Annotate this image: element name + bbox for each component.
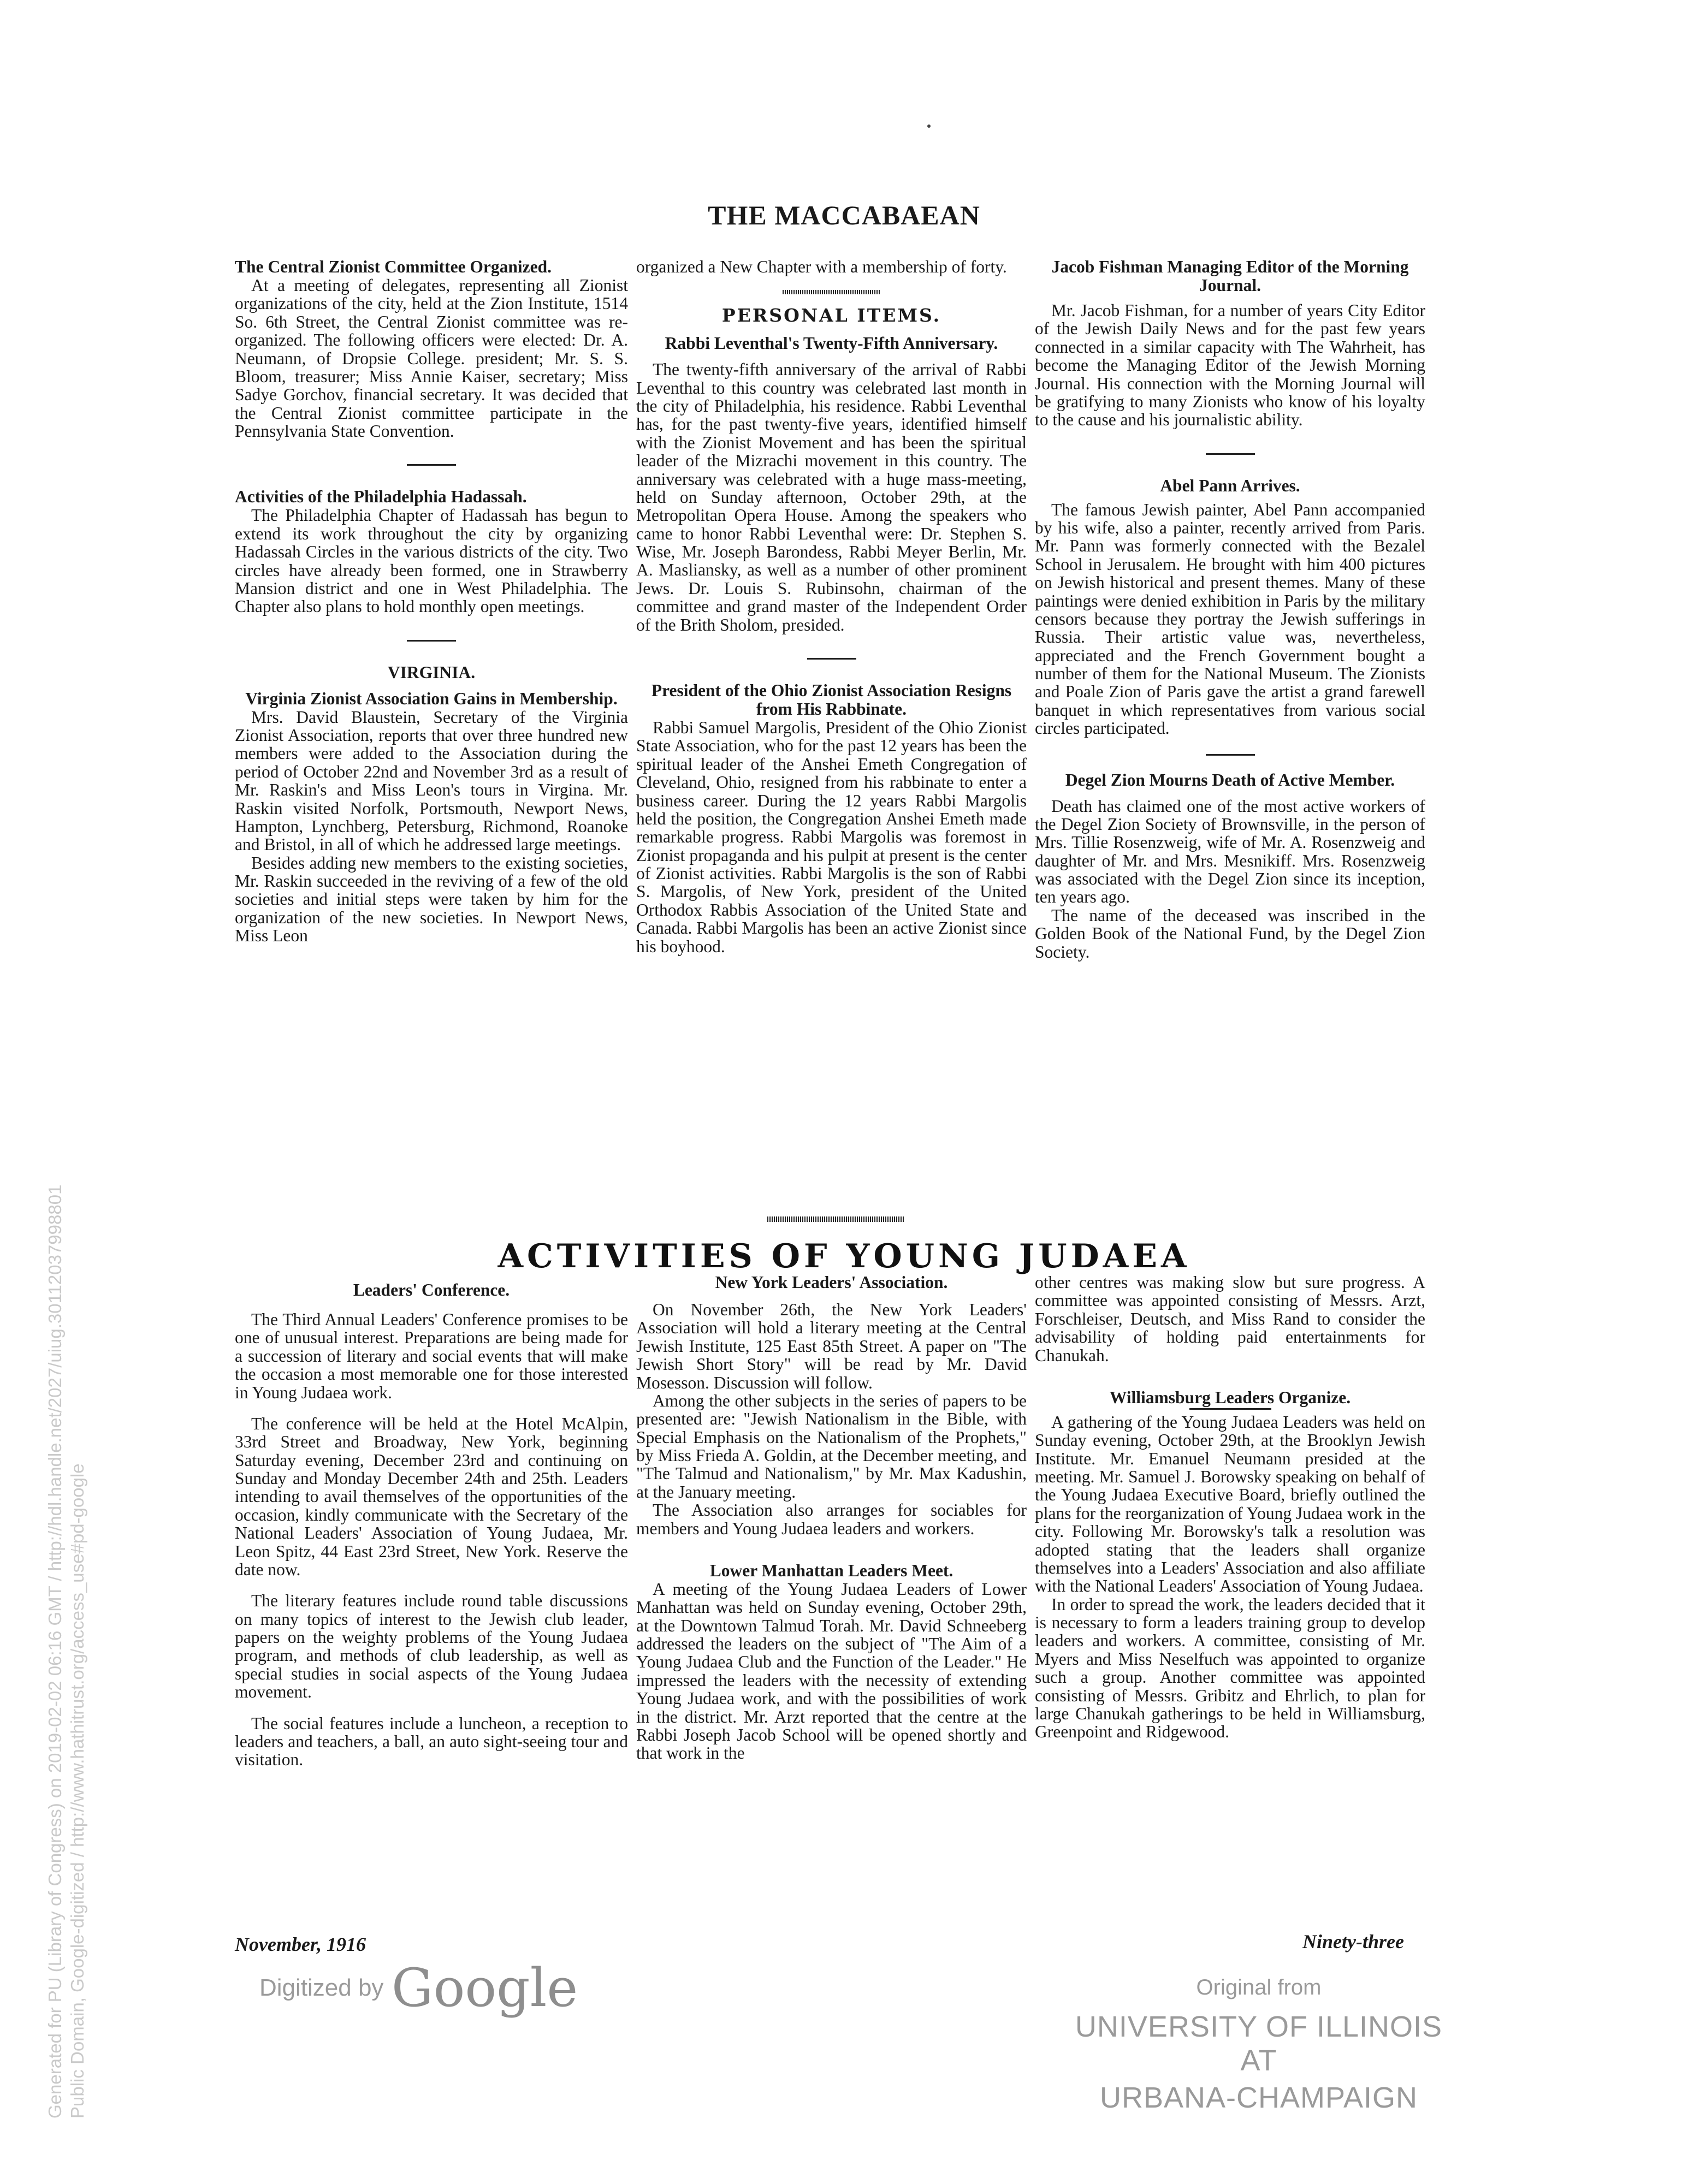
article-degel-zion-1: Death has claimed one of the most active workers of the Degel Zion Society of Brownsville, in the person of Mrs. Tillie Rosenzweig, wife of Mr. A. Rosenzweig and daughter of Mr. and Mrs. Mesnikiff. Mrs. Rosenzweig was associated with the Degel Zion since its inception, ten years ago. (1035, 796, 1425, 907)
google-logo: Google (391, 1957, 578, 2019)
yj-column-1 (235, 1281, 628, 1769)
column-3 (1035, 258, 1425, 961)
article-williamsburg-1: A gathering of the Young Judaea Leaders was held on Sunday evening, October 29th, at the Brooklyn Jewish Institute. Mr. Emanuel Neumann presided at the meeting. Mr. Samuel J. Borowsky speaking on behalf of the Young Judaea Executive Board, briefly outlined the plans for the reorganization of Young Judaea work in the city. Following Mr. Borowsky's talk a resolution was adopted stating that the leaders shall organize themselves into a Leaders' Association and also affiliate with the National Leaders' Association of Young Judaea. (1035, 1412, 1426, 1596)
article-pann: The famous Jewish painter, Abel Pann accompanied by his wife, also a painter, recently arrived from Paris. Mr. Pann was formerly connected with the Bezalel School in Jerusalem. He brought with him 400 pictures on Jewish historical and present themes. Many of these paintings were denied exhibition in Paris by the military censors because they portray the Jewish sufferings in Russia. Their artistic value was, nevertheless, appreciated and the French Government bought a number of them for the National Museum. The Zionists and Poale Zion of Paris gave the artist a grand farewell banquet in which representatives from various social circles participated. (1035, 500, 1425, 738)
article-hadassah: The Philadelphia Chapter of Hadassah has begun to extend its work throughout the city by organizing Hadassah Circles in the various districts of the city. Two circles have already been formed, one in Strawberry Mansion district and one in West Philadelphia. The Chapter also plans to hold monthly open meetings. (235, 506, 628, 616)
original-from-label: Original from (1196, 1975, 1322, 1999)
section-personal-items: PERSONAL ITEMS. (721, 305, 941, 327)
article-central-zionist: At a meeting of delegates, representing all Zionist organizations of the city, held at the Zion Institute, 1514 So. 6th Street, the Central Zionist committee was re-organized. The following officers were elected: Dr. A. Neumann, of Dropsie College. president; Mr. S. S. Bloom, treasurer; Miss Annie Kaiser, secretary; Miss Sadye Gorchov, financial secretary. It was decided that the Central Zionist committee participate in the Pennsylvania State Convention. (235, 276, 628, 441)
article-continuation: organized a New Chapter with a membership of forty. (636, 257, 1007, 276)
digitized-by-google (259, 1957, 578, 2019)
original-source-stamp (1054, 1975, 1464, 2115)
article-fishman: Mr. Jacob Fishman, for a number of years City Editor of the Jewish Daily News and for the past few years connected in a similar capacity with The Wahrheit, has become the Managing Editor of the Jewish Morning Journal. His connection with the Morning Journal will be gratifying to many Zionists who know of his loyalty to the cause and his journalistic ability. (1035, 301, 1425, 430)
heading-williamsburg: Williamsburg Leaders Organize. (1109, 1387, 1351, 1407)
heading-new-york-leaders: New York Leaders' Association. (715, 1273, 948, 1292)
heading-pann: Abel Pann Arrives. (1160, 476, 1300, 495)
footer-date: November, 1916 (235, 1933, 366, 1955)
yj-column-3 (1035, 1273, 1425, 1741)
article-leaders-conference-3: The literary features include round table discussions on many topics of interest to the Jewish club leader, papers on the weighty problems of the Young Judaea program, and methods of club leadership, as well as special studies in social aspects of the Young Judaea movement. (235, 1591, 628, 1702)
article-continuation: other centres was making slow but sure progress. A committee was appointed consisting of Messrs. Arzt, Forschleiser, Deutsch, and Miss Rand to consider the advisability of holding paid entertainments for Chanukah. (1035, 1273, 1425, 1365)
article-new-york-leaders-2: Among the other subjects in the series of papers to be presented are: "Jewish Nationalism in the Bible, with Special Emphasis on the Nationalism of the Prophets," by Miss Frieda A. Goldin, at the December meeting, and "The Talmud and Nationalism," by Mr. Max Kadushin, at the January meeting. (636, 1391, 1027, 1502)
speck-mark (927, 124, 931, 128)
article-new-york-leaders-3: The Association also arranges for sociables for members and Young Judaea leaders and workers. (636, 1500, 1027, 1538)
article-leaders-conference-2: The conference will be held at the Hotel McAlpin, 33rd Street and Broadway, New York, beginning Saturday evening, December 23rd and continuing on Sunday and Monday December 24th and 25th. Leaders intending to avail themselves of the opportunities of the occasion, kindly communicate with the Secretary of the National Leaders' Association of Young Judaea, Mr. Leon Spitz, 44 East 23rd Street, New York. Reserve the date now. (235, 1414, 628, 1579)
section-heading-young-judaea: ACTIVITIES OF YOUNG JUDAEA (497, 1237, 1191, 1275)
heading-leaders-conference: Leaders' Conference. (353, 1280, 510, 1299)
watermark-line: Generated for PU (Library of Congress) on 2019-02-02 06:16 GMT / http://hdl.handle.net/2027/uiug.30112037998801 (45, 1184, 65, 2118)
divider (1206, 453, 1255, 455)
heading-hadassah: Activities of the Philadelphia Hadassah. (235, 487, 527, 507)
article-williamsburg-2: In order to spread the work, the leaders decided that it is necessary to form a leaders training group to develop leaders and workers. A committee, consisting of Mr. Myers and Miss Neselfuch was appointed to organize such a group. Another committee was appointed consisting of Messrs. Gribitz and Ehrlich, to plan for large Chanukah gatherings to be held in Williamsburg, Greenpoint and Ridgewood. (1035, 1594, 1425, 1742)
heading-central-zionist: The Central Zionist Committee Organized. (235, 257, 552, 276)
divider (407, 640, 456, 642)
hathitrust-watermark (44, 1185, 89, 2118)
column-1 (235, 258, 628, 945)
heading-leventhal: Rabbi Leventhal's Twenty-Fifth Anniversary. (665, 334, 998, 353)
article-new-york-leaders-1: On November 26th, the New York Leaders' Association will hold a literary meeting at the Central Jewish Institute, 125 East 85th Street. A paper on "The Jewish Short Story" will be read by Mr. David Mosesson. Discussion will follow. (636, 1300, 1027, 1392)
article-leaders-conference-1: The Third Annual Leaders' Conference promises to be one of unusual interest. Preparations are being made for a succession of literary and social events that will make the occasion a most memorable one for those interested in Young Judaea work. (235, 1310, 628, 1402)
heading-virginia: VIRGINIA. (387, 662, 476, 682)
article-lower-manhattan: A meeting of the Young Judaea Leaders of Lower Manhattan was held on Sunday evening, October 29th, at the Downtown Talmud Torah. Mr. David Schneeberg addressed the leaders on the subject of "The Aim of a Young Judaea Club and the Function of the Leader." He impressed the leaders with the necessity of extending Young Judaea work, and with the possibilities of work in the district. Mr. Arzt reported that the centre at the Rabbi Joseph Jacob School will be opened shortly and that work in the (636, 1579, 1027, 1763)
article-virginia-1: Mrs. David Blaustein, Secretary of the Virginia Zionist Association, reports that over three hundred new members were added to the Association during the period of October 22nd and November 3rd as a result of Mr. Raskin's and Miss Leon's tours in Virgina. Mr. Raskin visited Norfolk, Portsmouth, Newport News, Hampton, Lynchberg, Petersburg, Richmond, Roanoke and Bristol, in all of which he addressed large meetings. (235, 707, 628, 854)
column-2 (636, 258, 1027, 956)
article-virginia-2: Besides adding new members to the existing societies, Mr. Raskin succeeded in the reviving of a few of the old societies and initial steps were taken by him for the organization of the new societies. In Newport News, Miss Leon (235, 853, 628, 946)
university-campus: URBANA-CHAMPAIGN (1099, 2081, 1418, 2114)
heading-fishman: Jacob Fishman Managing Editor of the Morning Journal. (1051, 257, 1409, 295)
divider-hatched (783, 290, 881, 294)
divider (1189, 1408, 1271, 1410)
footer-page-number: Ninety-three (1302, 1931, 1404, 1952)
heading-degel-zion: Degel Zion Mourns Death of Active Member. (1065, 770, 1395, 790)
heading-ohio: President of the Ohio Zionist Association Resigns from His Rabbinate. (651, 680, 1012, 719)
university-name: UNIVERSITY OF ILLINOIS AT (1075, 2010, 1443, 2077)
divider-hatched (767, 1216, 904, 1222)
article-ohio: Rabbi Samuel Margolis, President of the Ohio Zionist State Association, who for the past 12 years has been the spiritual leader of the Anshei Emeth Congregation of Cleveland, Ohio, resigned from his rabbinate to enter a business career. During the 12 years Rabbi Margolis held the position, the Congregation Anshei Emeth made remarkable progress. Rabbi Margolis was foremost in Zionist propaganda and his pulpit at present is the center of Zionist activities. Rabbi Margolis is the son of Rabbi S. Margolis, of New York, president of the United Orthodox Rabbis Association of the United State and Canada. Rabbi Margolis has been an active Zionist since his boyhood. (636, 718, 1027, 956)
watermark-line: Public Domain, Google-digitized / http://www.hathitrust.org/access_use#pd-google (67, 1463, 88, 2118)
digitized-by-label: Digitized by (259, 1974, 384, 2001)
heading-virginia-sub: Virginia Zionist Association Gains in Membership. (245, 689, 618, 708)
page-title: THE MACCABAEAN (708, 200, 980, 230)
divider (1206, 754, 1255, 756)
divider (807, 658, 856, 660)
divider (407, 464, 456, 466)
yj-column-2 (636, 1273, 1027, 1762)
article-degel-zion-2: The name of the deceased was inscribed in the Golden Book of the National Fund, by the Degel Zion Society. (1035, 905, 1425, 962)
heading-lower-manhattan: Lower Manhattan Leaders Meet. (709, 1560, 953, 1580)
article-leaders-conference-4: The social features include a luncheon, a reception to leaders and teachers, a ball, an auto sight-seeing tour and visitation. (235, 1713, 628, 1770)
article-leventhal: The twenty-fifth anniversary of the arrival of Rabbi Leventhal to this country was celebrated last month in the city of Philadelphia, his residence. Rabbi Leventhal has, for the past twenty-five years, identified himself with the Zionist Movement and has been the spiritual leader of the Mizrachi movement in this country. The anniversary was celebrated with a huge mass-meeting, held on Sunday afternoon, October 29th, at the Metropolitan Opera House. Among the speakers who came to honor Rabbi Leventhal were: Dr. Stephen S. Wise, Mr. Joseph Barondess, Rabbi Meyer Berlin, Mr. A. Masliansky, as well as a number of other prominent Jews. Dr. Louis S. Rubinsohn, chairman of the committee and grand master of the Independent Order of the Brith Sholom, presided. (636, 360, 1027, 634)
